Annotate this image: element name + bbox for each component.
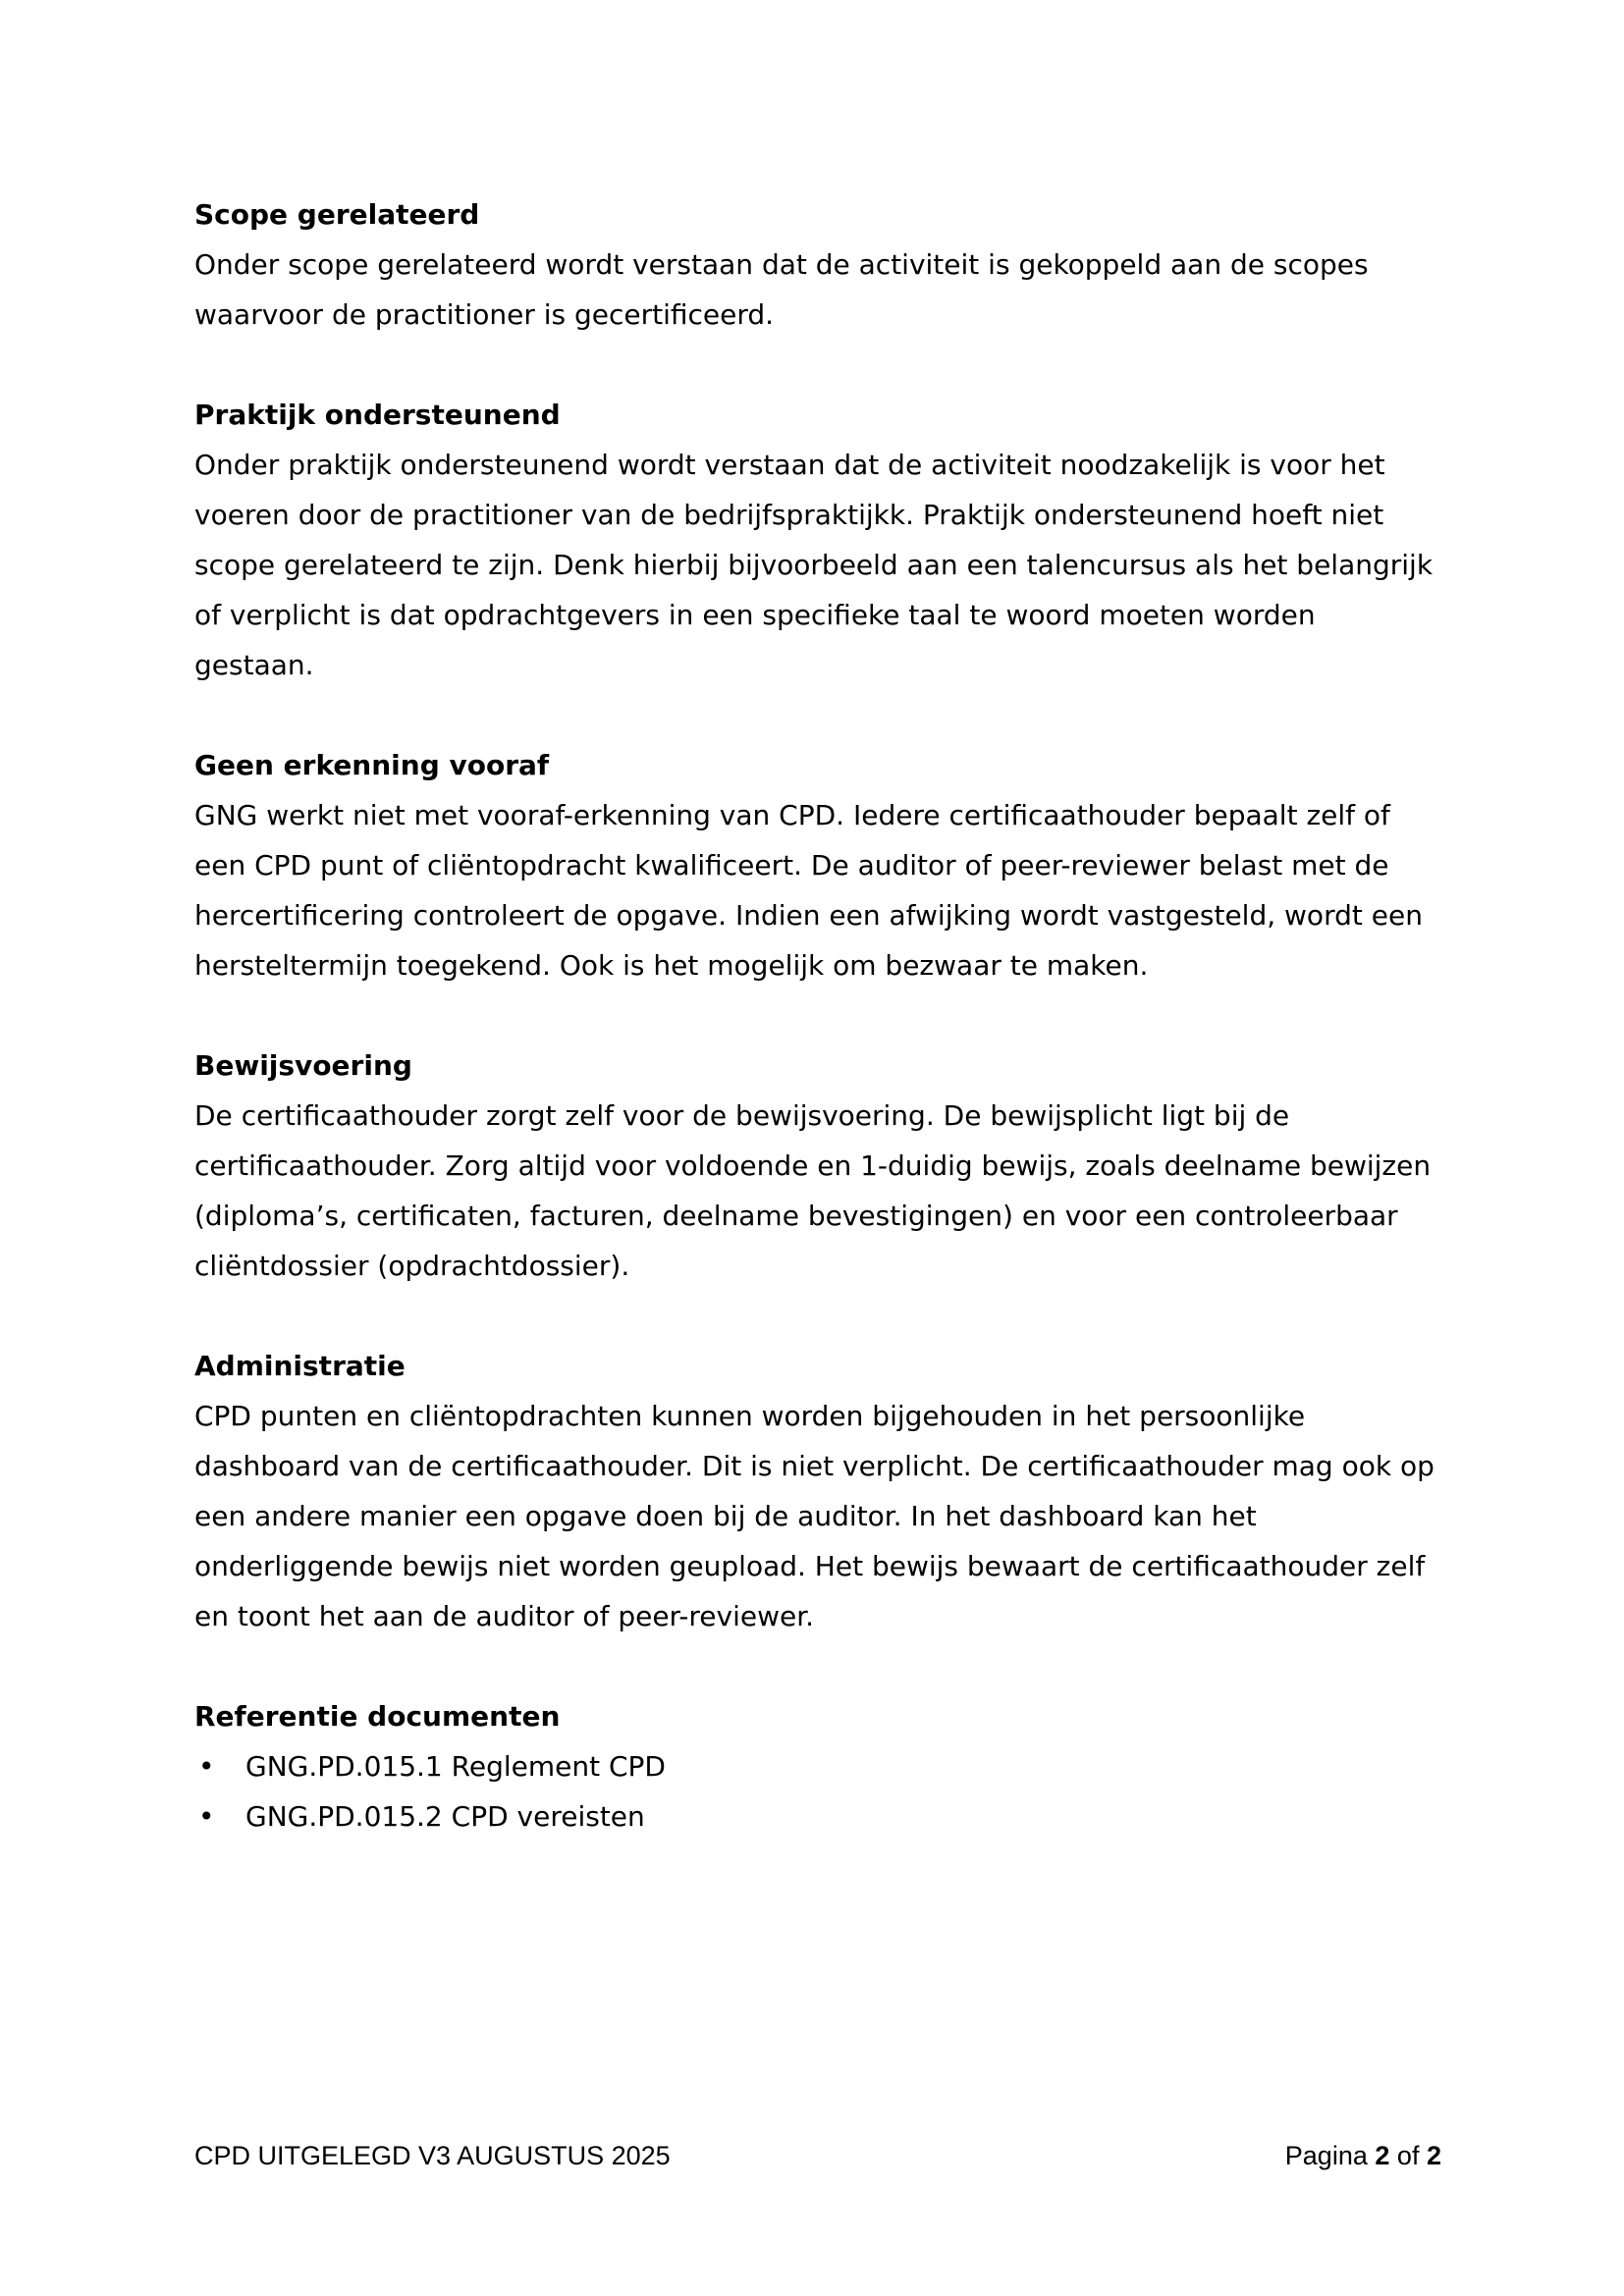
- paragraph-line: De certificaathouder zorgt zelf voor de bewijsvoering. De bewijsplicht ligt bij de: [194, 1099, 1290, 1132]
- reference-item-label: GNG.PD.015.1 Reglement CPD: [245, 1750, 666, 1783]
- paragraph-line: een andere manier een opgave doen bij de auditor. In het dashboard kan het: [194, 1500, 1257, 1532]
- page-current: 2: [1375, 2141, 1390, 2170]
- bullet-icon: •: [198, 1800, 215, 1833]
- list-item: [194, 1791, 1461, 1842]
- paragraph-line: waarvoor de practitioner is gecertificeerd.: [194, 298, 775, 331]
- section-praktijk-ondersteunend: [194, 390, 1461, 690]
- section-scope-gerelateerd: [194, 189, 1461, 340]
- paragraph-line: (diploma’s, certificaten, facturen, deelname bevestigingen) en voor een controleerbaar: [194, 1200, 1398, 1232]
- section-administratie: [194, 1341, 1461, 1641]
- section-heading: Geen erkenning vooraf: [194, 749, 550, 781]
- paragraph-line: gestaan.: [194, 649, 314, 681]
- paragraph-line: onderliggende bewijs niet worden geupload. Het bewijs bewaart de certificaathouder zelf: [194, 1550, 1426, 1582]
- paragraph-line: een CPD punt of cliëntopdracht kwalificeert. De auditor of peer-reviewer belast met de: [194, 849, 1389, 881]
- section-heading: Bewijsvoering: [194, 1049, 412, 1082]
- document-body: [194, 189, 1461, 1892]
- section-heading: Scope gerelateerd: [194, 198, 480, 231]
- page-footer: [194, 2138, 1441, 2173]
- bullet-icon: •: [198, 1750, 215, 1783]
- paragraph-line: certificaathouder. Zorg altijd voor voldoende en 1-duidig bewijs, zoals deelname bewijzen: [194, 1149, 1432, 1182]
- paragraph-line: scope gerelateerd te zijn. Denk hierbij bijvoorbeeld aan een talencursus als het belangrijk: [194, 549, 1434, 581]
- paragraph-line: of verplicht is dat opdrachtgevers in een specifieke taal te woord moeten worden: [194, 599, 1316, 631]
- paragraph-line: GNG werkt niet met vooraf-erkenning van CPD. Iedere certificaathouder bepaalt zelf of: [194, 799, 1390, 831]
- page-of: of: [1396, 2141, 1420, 2170]
- list-item: [194, 1741, 1461, 1791]
- reference-list: [194, 1741, 1461, 1842]
- page-label: Pagina: [1284, 2141, 1368, 2170]
- section-bewijsvoering: [194, 1041, 1461, 1291]
- reference-item-label: GNG.PD.015.2 CPD vereisten: [245, 1800, 645, 1833]
- paragraph-line: voeren door de practitioner van de bedrijfspraktijkk. Praktijk ondersteunend hoeft niet: [194, 499, 1384, 531]
- page-total: 2: [1426, 2141, 1441, 2170]
- paragraph-line: Onder scope gerelateerd wordt verstaan dat de activiteit is gekoppeld aan de scopes: [194, 248, 1369, 281]
- section-heading: Referentie documenten: [194, 1700, 561, 1733]
- section-heading: Administratie: [194, 1350, 406, 1382]
- footer-document-title: CPD UITGELEGD V3 AUGUSTUS 2025: [194, 2141, 671, 2170]
- paragraph-line: CPD punten en cliëntopdrachten kunnen worden bijgehouden in het persoonlijke: [194, 1400, 1306, 1432]
- paragraph-line: cliëntdossier (opdrachtdossier).: [194, 1250, 630, 1282]
- page-number: [1285, 2138, 1441, 2173]
- section-geen-erkenning-vooraf: [194, 740, 1461, 990]
- paragraph-line: Onder praktijk ondersteunend wordt verstaan dat de activiteit noodzakelijk is voor het: [194, 449, 1385, 481]
- paragraph-line: hercertificering controleert de opgave. Indien een afwijking wordt vastgesteld, wordt een: [194, 899, 1423, 932]
- section-referentie-documenten: [194, 1691, 1461, 1842]
- paragraph-line: en toont het aan de auditor of peer-reviewer.: [194, 1600, 815, 1632]
- paragraph-line: hersteltermijn toegekend. Ook is het mogelijk om bezwaar te maken.: [194, 949, 1149, 982]
- paragraph-line: dashboard van de certificaathouder. Dit is niet verplicht. De certificaathouder mag ook op: [194, 1450, 1435, 1482]
- section-heading: Praktijk ondersteunend: [194, 399, 561, 431]
